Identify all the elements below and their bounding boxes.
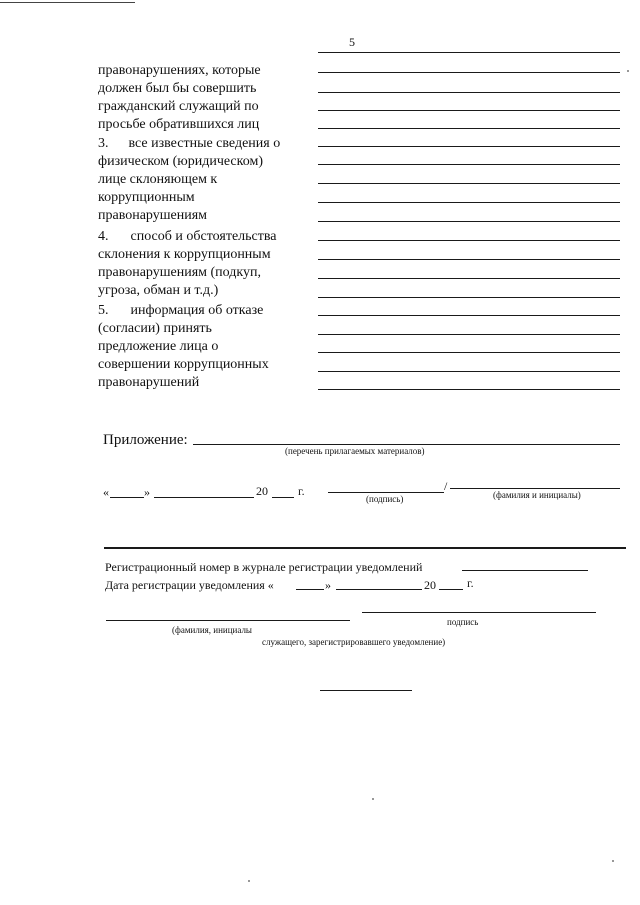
text-line: угроза, обман и т.д.): [98, 283, 219, 298]
blank-fill-line: [318, 315, 620, 316]
blank-fill-line: [318, 92, 620, 93]
blank-fill-line: [318, 389, 620, 390]
attachment-caption: (перечень прилагаемых материалов): [285, 446, 425, 456]
date-month-line: [154, 497, 254, 498]
blank-fill-line: [318, 259, 620, 260]
blank-fill-line: [318, 371, 620, 372]
field-number: 3.: [98, 136, 109, 151]
registrar-signature-caption: подпись: [447, 617, 479, 627]
blank-fill-line: [318, 146, 620, 147]
name-caption: (фамилия и инициалы): [493, 490, 581, 500]
text-line: [98, 302, 313, 320]
registrar-signature-line: [362, 612, 596, 613]
date-close-quote: »: [144, 485, 150, 499]
registration-day-line: [296, 589, 324, 590]
registration-number-label: Регистрационный номер в журнале регистрации уведомлений: [105, 560, 423, 574]
field-4-text: [98, 228, 313, 300]
field-3-text: [98, 135, 313, 225]
date-year-prefix: 20: [256, 484, 268, 498]
text-line: правонарушениям: [98, 208, 208, 223]
attachment-line: [193, 444, 620, 445]
registration-date-label: Дата регистрации уведомления «: [105, 578, 274, 592]
field-continuation-text: [98, 62, 313, 134]
closing-line: [320, 690, 412, 691]
registrar-caption-continuation: служащего, зарегистрировавшего уведомление): [262, 637, 446, 647]
registration-month-line: [336, 589, 422, 590]
text-line: лице склоняющем к: [98, 172, 218, 187]
blank-fill-line: [318, 352, 620, 353]
blank-fill-line: [318, 297, 620, 298]
signature-line: [328, 492, 444, 493]
text-line: (согласии) принять: [98, 321, 212, 336]
text-line: просьбе обратившихся лиц: [98, 117, 260, 132]
text-line-first: способ и обстоятельства: [130, 229, 277, 244]
text-line: правонарушениях, которые: [98, 63, 261, 78]
registration-number-line: [462, 570, 588, 571]
date-year-suffix: г.: [298, 484, 305, 498]
scan-speck: [248, 880, 250, 882]
date-day-line: [110, 497, 144, 498]
blank-fill-line: [318, 202, 620, 203]
blank-fill-line: [318, 164, 620, 165]
text-line-first: все известные сведения о: [128, 136, 281, 151]
section-separator: [104, 547, 626, 549]
scan-edge-line: [0, 2, 135, 3]
registrar-name-line: [106, 620, 350, 621]
attachment-label: Приложение:: [103, 432, 188, 448]
blank-fill-line: [318, 240, 620, 241]
date-open-quote: «: [103, 485, 109, 499]
text-line: гражданский служащий по: [98, 99, 259, 114]
scan-speck: [627, 70, 629, 72]
text-line: правонарушений: [98, 375, 200, 390]
blank-fill-line: [318, 221, 620, 222]
text-line: должен был бы совершить: [98, 81, 257, 96]
text-line: коррупционным: [98, 190, 195, 205]
name-line: [450, 488, 620, 489]
field-5-text: [98, 302, 313, 392]
blank-fill-line: [318, 72, 620, 73]
text-line-first: информация об отказе: [130, 303, 264, 318]
blank-fill-line: [318, 278, 620, 279]
text-line: склонения к коррупционным: [98, 247, 271, 262]
scan-speck: [372, 798, 374, 800]
scan-speck: [612, 860, 614, 862]
text-line: физическом (юридическом): [98, 154, 263, 169]
signature-caption: (подпись): [366, 494, 404, 504]
field-number: 5.: [98, 303, 109, 318]
registration-year-line: [439, 589, 463, 590]
blank-fill-line: [318, 183, 620, 184]
registration-year-suffix: г.: [467, 576, 474, 590]
date-year-line: [272, 497, 294, 498]
text-line: правонарушениям (подкуп,: [98, 265, 261, 280]
signature-separator: /: [444, 479, 448, 493]
field-number: 4.: [98, 229, 109, 244]
text-line: совершении коррупционных: [98, 357, 269, 372]
text-line: [98, 228, 313, 246]
registration-year-prefix: 20: [424, 578, 436, 592]
registrar-name-caption: (фамилия, инициалы: [172, 625, 252, 635]
registration-close-quote: »: [325, 578, 331, 592]
blank-fill-line: [318, 110, 620, 111]
blank-fill-line: [318, 52, 620, 53]
page-number: 5: [349, 35, 355, 49]
blank-fill-line: [318, 128, 620, 129]
text-line: предложение лица о: [98, 339, 219, 354]
text-line: [98, 135, 313, 153]
blank-fill-line: [318, 334, 620, 335]
